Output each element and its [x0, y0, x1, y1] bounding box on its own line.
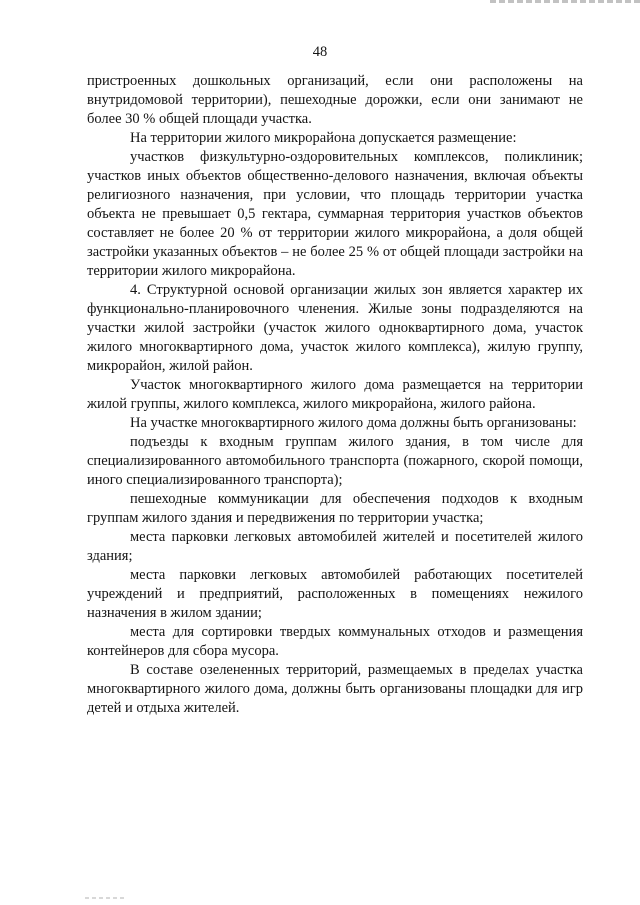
paragraph: Участок многоквартирного жилого дома размещается на территории жилой группы, жилого комплекса, жилого микрорайона, жилого района. — [87, 377, 583, 412]
body-text — [87, 72, 583, 718]
paragraph: На территории жилого микрорайона допускается размещение: — [130, 130, 517, 146]
paragraph: места для сортировки твердых коммунальных отходов и размещения контейнеров для сбора мусора. — [87, 624, 583, 659]
paragraph-continuation: пристроенных дошкольных организаций, если они расположены на внутридомовой территории), пешеходные дорожки, если они занимают не более 30 % общей площади участка. — [87, 73, 583, 127]
paragraph: На участке многоквартирного жилого дома должны быть организованы: — [130, 415, 577, 431]
paragraph: подъезды к входным группам жилого здания, в том числе для специализированного автомобильного транспорта (пожарного, скорой помощи, иного специализированного транспорта); — [87, 434, 583, 488]
paragraph: В составе озелененных территорий, размещаемых в пределах участка многоквартирного жилого дома, должны быть организованы площадки для игр детей и отдыха жителей. — [87, 662, 583, 716]
scan-artifact-bottom — [85, 897, 125, 899]
paragraph: участков физкультурно-оздоровительных комплексов, поликлиник; участков иных объектов общественно-делового назначения, включая объекты религиозного назначения, при условии, что площадь территории участка объекта не превышает 0,5 гектара, суммарная территория участков объектов составляет не более 20 % от территории жилого микрорайона, а доля общей застройки указанных объектов – не более 25 % от общей площади застройки на территории жилого микрорайона. — [87, 149, 583, 279]
paragraph: 4. Структурной основой организации жилых зон является характер их функционально-планировочного членения. Жилые зоны подразделяются на участки жилой застройки (участок жилого одноквартирного дома, участок жилого многоквартирного дома, участок жилого комплекса), жилую группу, микрорайон, жилой район. — [87, 282, 583, 374]
page-number: 48 — [312, 44, 328, 60]
paragraph: пешеходные коммуникации для обеспечения подходов к входным группам жилого здания и передвижения по территории участка; — [87, 491, 583, 526]
paragraph: места парковки легковых автомобилей работающих посетителей учреждений и предприятий, расположенных в помещениях нежилого назначения в жилом здании; — [87, 567, 583, 621]
scan-artifact-top — [490, 0, 640, 3]
paragraph: места парковки легковых автомобилей жителей и посетителей жилого здания; — [87, 529, 583, 564]
